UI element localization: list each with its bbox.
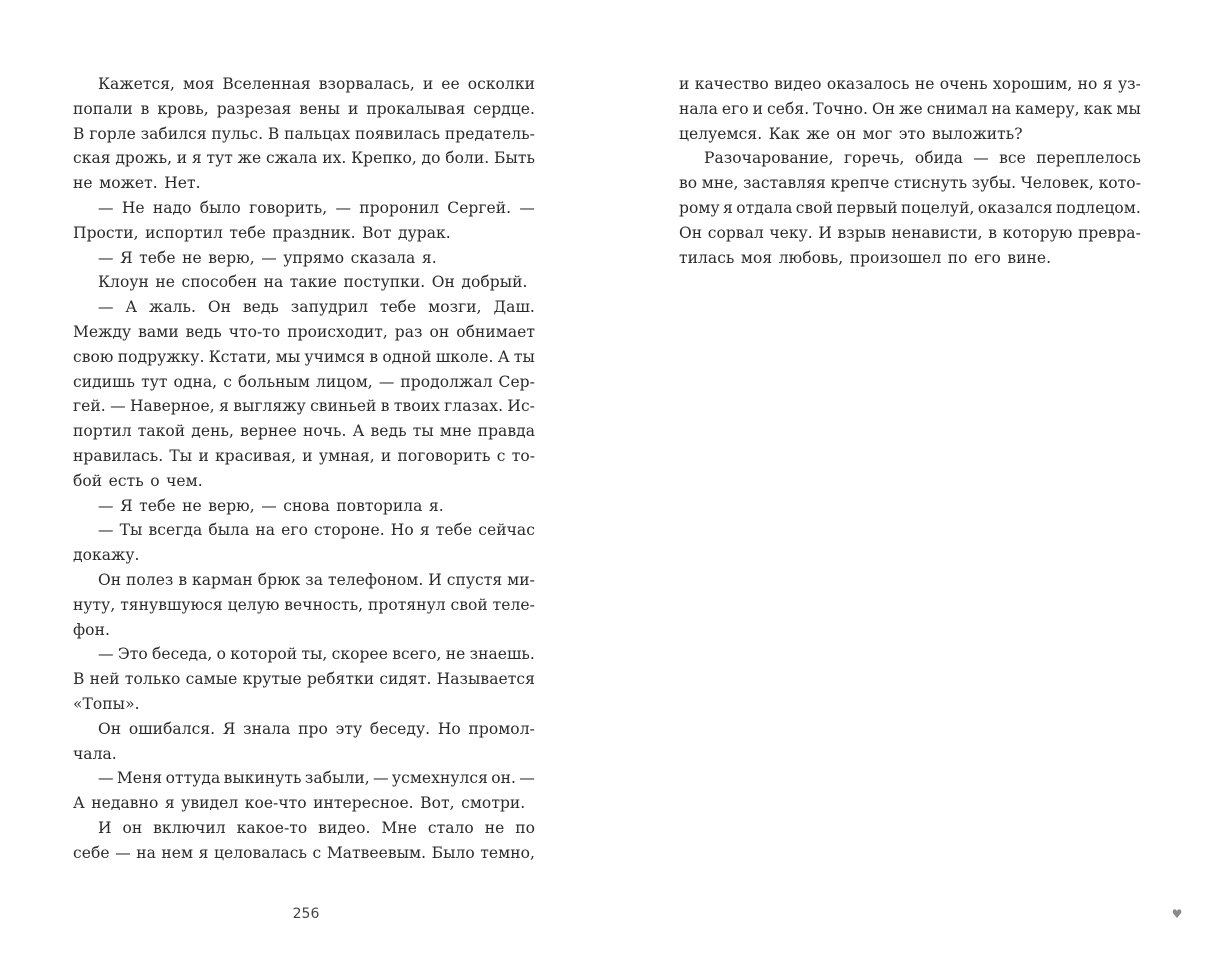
text-line: попали в кровь, разрезая вены и прокалывая сердце.: [73, 99, 535, 118]
text-line: — Не надо было говорить, — проронил Сергей. —: [98, 198, 535, 217]
text-line: Между вами ведь что-то происходит, раз он обнимает: [73, 322, 535, 341]
text-line: докажу.: [73, 546, 140, 565]
text-line: нравилась. Ты и красивая, и умная, и поговорить с то-: [73, 446, 535, 465]
text-line: тилась моя любовь, произошел по его вине.: [679, 248, 1052, 267]
text-line: В ней только самые крутые ребятки сидят. Называется: [73, 670, 535, 689]
right-page-text: [679, 72, 1141, 270]
text-line: — Я тебе не верю, — упрямо сказала я.: [98, 248, 437, 267]
text-line: и качество видео оказалось не очень хорошим, но я уз-: [679, 75, 1141, 93]
text-line: — Я тебе не верю, — снова повторила я.: [98, 496, 444, 515]
text-line: И он включил какое-то видео. Мне стало не по: [98, 818, 535, 837]
text-line: себе — на нем я целовалась с Матвеевым. Было темно,: [73, 843, 535, 862]
text-line: — Меня оттуда выкинуть забыли, — усмехнулся он. —: [98, 769, 535, 788]
text-line: — Это беседа, о которой ты, скорее всего, не знаешь.: [98, 645, 535, 664]
text-line: А недавно я увидел кое-что интересное. Вот, смотри.: [73, 794, 526, 813]
text-line: Прости, испортил тебе праздник. Вот дурак.: [73, 223, 451, 242]
page-number: 256: [292, 906, 320, 922]
text-line: сидишь тут одна, с больным лицом, — продолжал Сер-: [73, 372, 535, 391]
text-line: бой есть о чем.: [73, 471, 203, 490]
text-line: рому я отдала свой первый поцелуй, оказался подлецом.: [679, 198, 1141, 217]
text-line: Он полез в карман брюк за телефоном. И спустя ми-: [98, 570, 535, 589]
text-line: — А жаль. Он ведь запудрил тебе мозги, Даш.: [98, 298, 535, 317]
text-line: фон.: [73, 620, 110, 639]
text-line: целуемся. Как же он мог это выложить?: [679, 124, 1023, 143]
text-line: портил такой день, вернее ночь. А ведь ты мне правда: [73, 422, 535, 441]
text-line: Кажется, моя Вселенная взорвалась, и ее осколки: [98, 75, 535, 93]
text-line: гей. — Наверное, я выгляжу свиньей в твоих глазах. Ис-: [73, 397, 535, 416]
left-page-text: [73, 72, 535, 866]
text-line: ская дрожь, и я тут же сжала их. Крепко, до боли. Быть: [73, 149, 535, 168]
text-line: «Топы».: [73, 694, 140, 713]
text-line: Он ошибался. Я знала про эту беседу. Но промол-: [98, 719, 535, 738]
text-line: не может. Нет.: [73, 174, 201, 193]
right-page: [607, 0, 1214, 971]
text-line: во мне, заставляя крепче стиснуть зубы. Человек, кото-: [679, 174, 1141, 193]
text-line: В горле забился пульс. В пальцах появилась предатель-: [73, 124, 535, 143]
text-line: Клоун не способен на такие поступки. Он добрый.: [98, 273, 528, 292]
text-line: нала его и себя. Точно. Он же снимал на камеру, как мы: [679, 99, 1141, 118]
text-line: — Ты всегда была на его стороне. Но я тебе сейчас: [98, 521, 535, 540]
heart-icon: ♥: [1171, 907, 1183, 921]
text-line: чала.: [73, 744, 117, 763]
text-line: Он сорвал чеку. И взрыв ненависти, в которую превра-: [679, 223, 1141, 242]
text-line: нуту, тянувшуюся целую вечность, протянул свой теле-: [73, 595, 535, 614]
text-line: свою подружку. Кстати, мы учимся в одной школе. А ты: [73, 347, 535, 366]
text-line: Разочарование, горечь, обида — все переплелось: [704, 149, 1141, 168]
